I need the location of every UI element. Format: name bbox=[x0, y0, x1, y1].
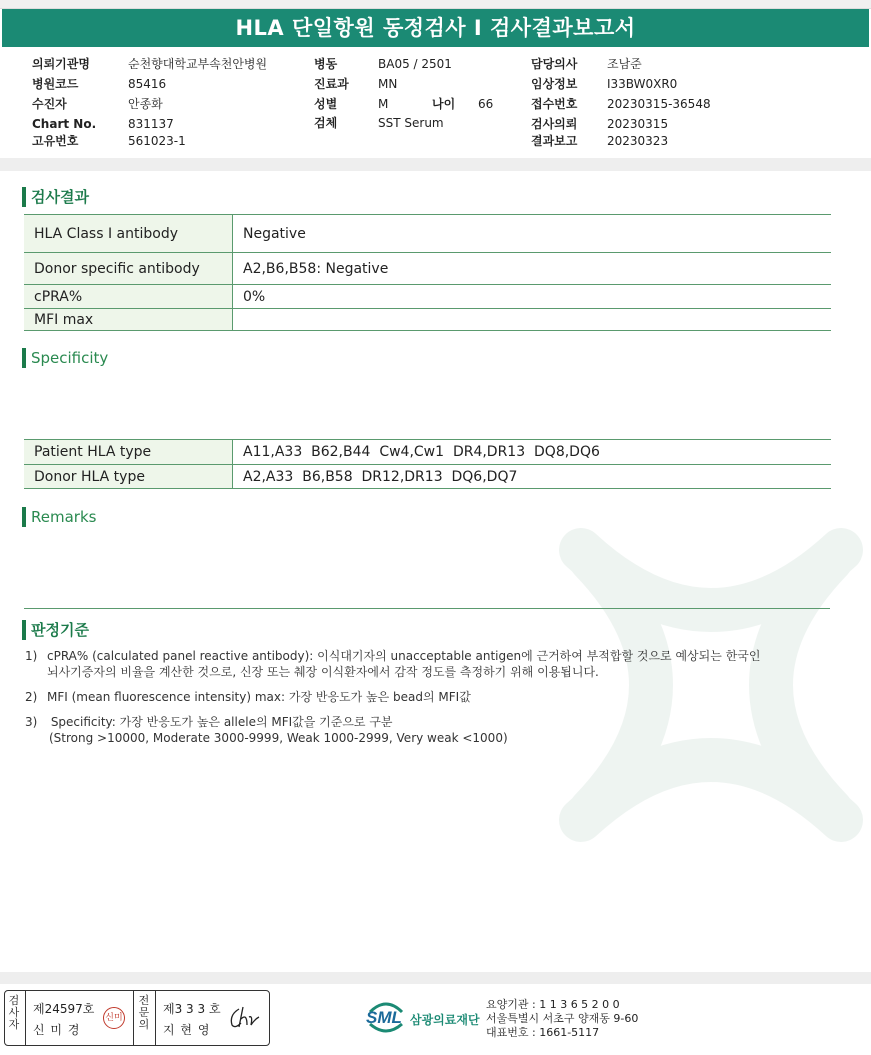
results-section-title: 검사결과 bbox=[31, 188, 89, 206]
criteria-item-2 bbox=[25, 689, 471, 705]
criteria-text-cont: (Strong >10000, Moderate 3000-9999, Weak 1000-2999, Very weak <1000) bbox=[49, 731, 508, 745]
remarks-divider bbox=[24, 608, 830, 609]
table-row bbox=[24, 215, 831, 253]
watermark-logo-icon bbox=[521, 470, 871, 900]
ward-value: BA05 / 2501 bbox=[378, 57, 452, 71]
specificity-section-heading bbox=[22, 348, 108, 368]
chart-no-value: 831137 bbox=[128, 117, 174, 131]
unique-no-label: 고유번호 bbox=[32, 134, 79, 148]
criteria-text-cont: 뇌사기증자의 비율을 계산한 것으로, 신장 또는 췌장 이식환자에서 감작 정도를 측정하기 위해 이용됩니다. bbox=[47, 665, 599, 679]
hla-type-table bbox=[24, 439, 831, 489]
specimen-label: 검체 bbox=[314, 116, 338, 130]
info-line: 요양기관 : 1 1 3 6 5 2 0 0 bbox=[486, 998, 620, 1011]
header-divider bbox=[0, 158, 871, 171]
horizontal-scrollbar[interactable] bbox=[0, 0, 871, 9]
specimen-value: SST Serum bbox=[378, 116, 444, 130]
receipt-no-value: 20230315-36548 bbox=[607, 97, 711, 111]
table-row bbox=[24, 285, 831, 309]
cell-divider bbox=[155, 991, 156, 1045]
result-label: cPRA% bbox=[24, 285, 233, 309]
info-line: 대표번호 : 1661-5117 bbox=[486, 1026, 600, 1039]
remarks-section-heading bbox=[22, 507, 96, 527]
doctor-value: 조남준 bbox=[607, 57, 642, 71]
examiner-number: 제24597호 bbox=[33, 1002, 95, 1016]
doctor-label: 담당의사 bbox=[531, 57, 578, 71]
hospital-code-label: 병원코드 bbox=[32, 77, 79, 91]
criteria-text: Specificity: 가장 반응도가 높은 allele의 MFI값을 기준으로 구분 bbox=[47, 715, 393, 729]
results-table bbox=[24, 214, 831, 331]
remarks-section-title: Remarks bbox=[31, 508, 97, 526]
table-row bbox=[24, 440, 831, 465]
report-date-label: 결과보고 bbox=[531, 134, 578, 148]
clinical-info-label: 임상정보 bbox=[531, 77, 578, 91]
criteria-number: 3) bbox=[25, 715, 38, 729]
unique-no-value: 561023-1 bbox=[128, 134, 186, 148]
criteria-number: 1) bbox=[25, 649, 38, 663]
age-label: 나이 bbox=[432, 97, 456, 111]
specialist-label-text: 전문의 bbox=[138, 994, 150, 1031]
section-marker bbox=[22, 348, 26, 368]
footer-divider bbox=[0, 972, 871, 984]
criteria-item-1 bbox=[25, 648, 760, 680]
logo-text: SML bbox=[366, 1008, 402, 1027]
table-row bbox=[24, 253, 831, 285]
specificity-section-title: Specificity bbox=[31, 349, 109, 367]
table-row bbox=[24, 309, 831, 331]
age-value: 66 bbox=[478, 97, 494, 111]
department-label: 진료과 bbox=[314, 77, 349, 91]
hla-type-label: Donor HLA type bbox=[24, 465, 233, 489]
table-row bbox=[24, 465, 831, 489]
section-marker bbox=[22, 507, 26, 527]
info-line: 서울특별시 서초구 양재동 9-60 bbox=[486, 1012, 639, 1025]
criteria-section-heading bbox=[22, 619, 89, 640]
result-label: Donor specific antibody bbox=[24, 253, 233, 285]
specialist-label bbox=[137, 995, 151, 1031]
criteria-number: 2) bbox=[25, 690, 38, 704]
report-title: HLA 단일항원 동정검사 I 검사결과보고서 bbox=[2, 9, 869, 47]
criteria-text: cPRA% (calculated panel reactive antibody): 이식대기자의 unacceptable antigen에 근거하여 부적합할 것으로 예상되는 한국인 bbox=[47, 649, 761, 663]
result-value: A2,B6,B58: Negative bbox=[233, 253, 832, 285]
request-date-value: 20230315 bbox=[607, 117, 669, 131]
criteria-text: MFI (mean fluorescence intensity) max: 가장 반응도가 높은 bead의 MFI값 bbox=[47, 690, 471, 704]
ward-label: 병동 bbox=[314, 57, 338, 71]
chart-no-label: Chart No. bbox=[32, 117, 97, 131]
sex-value: M bbox=[378, 97, 389, 111]
examiner-seal-stamp: 신미 bbox=[103, 1007, 125, 1029]
patient-value: 안종화 bbox=[128, 97, 163, 111]
department-value: MN bbox=[378, 77, 398, 91]
hla-type-value: A11,A33 B62,B44 Cw4,Cw1 DR4,DR13 DQ8,DQ6 bbox=[233, 440, 832, 465]
result-label: MFI max bbox=[24, 309, 233, 331]
examiner-label-text: 검사자 bbox=[8, 994, 20, 1031]
organization-name: 삼광의료재단 bbox=[410, 1013, 480, 1027]
examiner-label bbox=[7, 995, 21, 1031]
section-marker bbox=[22, 187, 26, 207]
examiner-name: 신 미 경 bbox=[33, 1023, 81, 1037]
sex-label: 성별 bbox=[314, 97, 338, 111]
hla-type-value: A2,A33 B6,B58 DR12,DR13 DQ6,DQ7 bbox=[233, 465, 832, 489]
hla-type-label: Patient HLA type bbox=[24, 440, 233, 465]
clinical-info-value: I33BW0XR0 bbox=[607, 77, 678, 91]
hospital-name-label: 의뢰기관명 bbox=[32, 57, 90, 71]
hospital-name-value: 순천향대학교부속천안병원 bbox=[128, 57, 268, 71]
cell-divider bbox=[133, 991, 134, 1045]
patient-label: 수진자 bbox=[32, 97, 67, 111]
result-value: Negative bbox=[233, 215, 832, 253]
specialist-signature-icon bbox=[227, 1005, 261, 1031]
receipt-no-label: 접수번호 bbox=[531, 97, 578, 111]
result-label: HLA Class I antibody bbox=[24, 215, 233, 253]
hospital-code-value: 85416 bbox=[128, 77, 167, 91]
request-date-label: 검사의뢰 bbox=[531, 117, 578, 131]
section-marker bbox=[22, 620, 26, 640]
organization-info bbox=[486, 998, 638, 1040]
criteria-item-3 bbox=[25, 714, 508, 746]
specialist-name: 지 현 영 bbox=[163, 1023, 211, 1037]
signature-box bbox=[4, 990, 270, 1046]
specialist-number: 제3 3 3 호 bbox=[163, 1002, 221, 1016]
results-section-heading bbox=[22, 186, 89, 207]
result-value: 0% bbox=[233, 285, 832, 309]
criteria-section-title: 판정기준 bbox=[31, 621, 89, 639]
cell-divider bbox=[25, 991, 26, 1045]
report-date-value: 20230323 bbox=[607, 134, 669, 148]
result-value bbox=[233, 309, 832, 331]
